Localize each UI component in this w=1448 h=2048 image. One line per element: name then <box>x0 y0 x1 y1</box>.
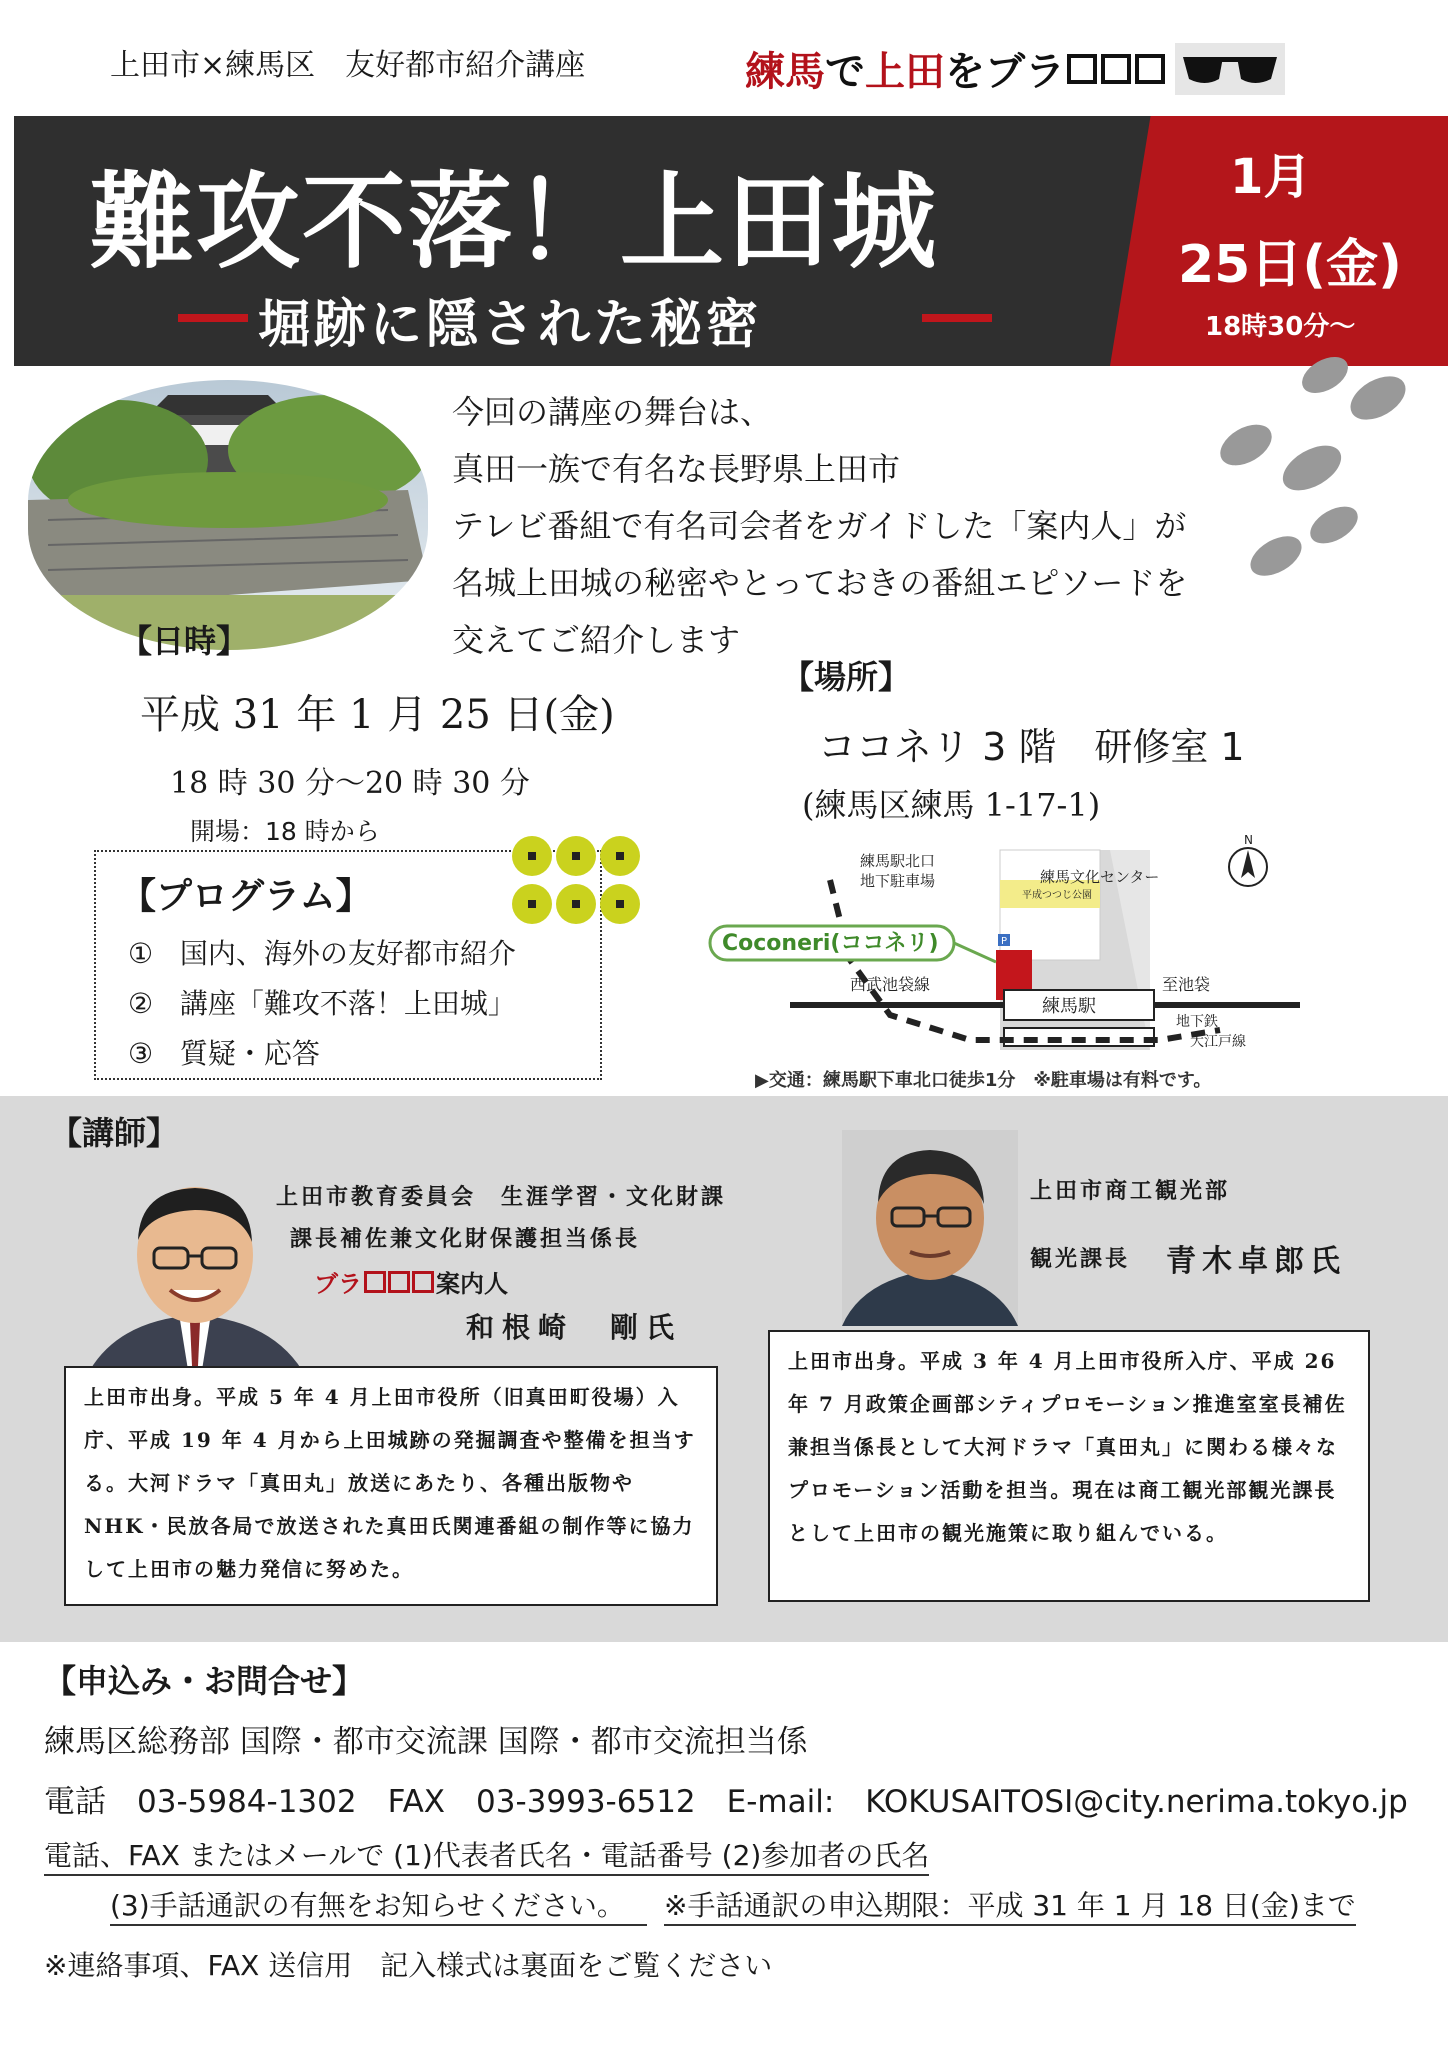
interpreter-deadline: ※手話通訳の申込期限：平成 31 年 1 月 18 日(金)まで <box>664 1884 1356 1926</box>
instructor-2-org: 上田市商工観光部 <box>1030 1178 1231 1204</box>
slogan <box>745 40 1285 97</box>
intro-text: 今回の講座の舞台は、 真田一族で有名な長野県上田市 テレビ番組で有名司会者をガイドした「案内人」が 名城上田城の秘密やとっておきの番組エピソードを 交えてご紹介します <box>452 393 1188 659</box>
role-boxes <box>364 1271 434 1293</box>
subtitle-dash-right <box>922 314 992 322</box>
access-note: ▶交通：練馬駅下車北口徒歩1分 ※駐車場は有料です。 <box>755 1070 1212 1091</box>
instructor-2-avatar <box>842 1130 1018 1326</box>
application-note-1: 電話、FAX またはメールで (1)代表者氏名・電話番号 (2)参加者の氏名 <box>44 1834 929 1876</box>
north-label: N <box>1244 833 1253 847</box>
program-heading: 【プログラム】 <box>120 875 372 917</box>
blank-boxes <box>1067 54 1165 84</box>
contact-phone-line: 電話 03-5984-1302 FAX 03-3993-6512 E-mail: KOKUSAITOSI@city.nerima.tokyo.jp <box>44 1784 1408 1820</box>
instructor-2-position: 観光課長 <box>1030 1246 1131 1272</box>
event-hours: 18 時 30 分～20 時 30 分 <box>170 766 530 801</box>
sunglasses-icon <box>1175 43 1285 95</box>
subtitle-dash-left <box>178 314 248 322</box>
datetime-heading: 【日時】 <box>120 622 249 660</box>
rokumonsen-icon <box>512 836 642 926</box>
program-item: ① 国内、海外の友好都市紹介 <box>128 937 516 970</box>
parking-label-1: 練馬駅北口 <box>860 852 936 870</box>
subway-label-1: 地下鉄 <box>1176 1014 1218 1030</box>
instructor-2-name: 青木卓郎氏 <box>1166 1244 1346 1279</box>
event-time: 18時30分～ <box>1205 312 1356 342</box>
venue-name: ココネリ 3 階 研修室 1 <box>818 725 1245 769</box>
instructor-1-name: 和根崎 剛氏 <box>466 1311 683 1344</box>
slogan-part-2: で <box>825 49 865 95</box>
form-note: ※連絡事項、FAX 送信用 記入様式は裏面をご覧ください <box>44 1949 773 1982</box>
program-item: ② 講座「難攻不落！上田城」 <box>128 987 516 1020</box>
station-label: 練馬駅 <box>1042 996 1096 1017</box>
venue-address: (練馬区練馬 1-17-1) <box>802 786 1101 824</box>
series-label: 上田市×練馬区 友好都市紹介講座 <box>110 48 586 83</box>
place-heading: 【場所】 <box>782 658 911 696</box>
seibu-line-label: 西武池袋線 <box>850 975 931 994</box>
program-item: ③ 質疑・応答 <box>128 1037 320 1070</box>
application-note-2: (3)手話通訳の有無をお知らせください。 <box>110 1884 647 1926</box>
instructor-1-position: 課長補佐兼文化財保護担当係長 <box>290 1226 641 1252</box>
castle-photo <box>28 380 428 650</box>
main-title: 難攻不落！上田城 <box>90 160 939 283</box>
instructor-1-bio: 上田市出身。平成 5 年 4 月上田市役所（旧真田町役場）入庁、平成 19 年 4 月から上田城跡の発掘調査や整備を担当する。大河ドラマ「真田丸」放送にあたり、各種出版物や NHK・民放各局で放送された真田氏関連番組の制作等に協力して上田市の魅力発信に努めた。 <box>64 1366 718 1606</box>
instructor-2-bio: 上田市出身。平成 3 年 4 月上田市役所入庁、平成 26 年 7 月政策企画部シティプロモーション推進室室長補佐兼担当係長として大河ドラマ「真田丸」に関わる様々なプロモーション活動を担当。現在は商工観光部観光課長として上田市の観光施策に取り組んでいる。 <box>768 1330 1370 1602</box>
north-arrow-icon <box>1229 833 1267 886</box>
instructor-1-role <box>314 1264 508 1299</box>
park-label: 平成つつじ公園 <box>1022 890 1092 901</box>
event-date: 平成 31 年 1 月 25 日(金) <box>140 692 615 738</box>
instructor-1-org: 上田市教育委員会 生涯学習・文化財課 <box>276 1184 727 1210</box>
doors-open: 開場：18 時から <box>190 817 380 846</box>
parking-mark: P <box>1001 936 1008 947</box>
slogan-part-3: 上田 <box>865 49 945 95</box>
culture-center-label: 練馬文化センター <box>1040 868 1160 886</box>
coconeri-label: Coconeri(ココネリ) <box>722 931 939 956</box>
contact-heading: 【申込み・お問合せ】 <box>44 1662 365 1700</box>
subtitle: 堀跡に隠された秘密 <box>258 294 763 355</box>
role-black: 案内人 <box>436 1270 508 1298</box>
access-map <box>700 830 1320 1090</box>
instructor-heading: 【講師】 <box>50 1114 179 1152</box>
slogan-part-4: をブラ <box>945 49 1065 95</box>
contact-department: 練馬区総務部 国際・都市交流課 国際・都市交流担当係 <box>44 1724 808 1760</box>
role-red: ブラ <box>314 1270 362 1298</box>
event-month: 1月 <box>1230 149 1312 205</box>
parking-label-2: 地下駐車場 <box>860 872 936 890</box>
slogan-part-1: 練馬 <box>745 49 825 95</box>
subway-label-2: 大江戸線 <box>1190 1034 1246 1050</box>
to-ikebukuro-label: 至池袋 <box>1162 975 1211 994</box>
event-day: 25日(金) <box>1178 235 1402 295</box>
